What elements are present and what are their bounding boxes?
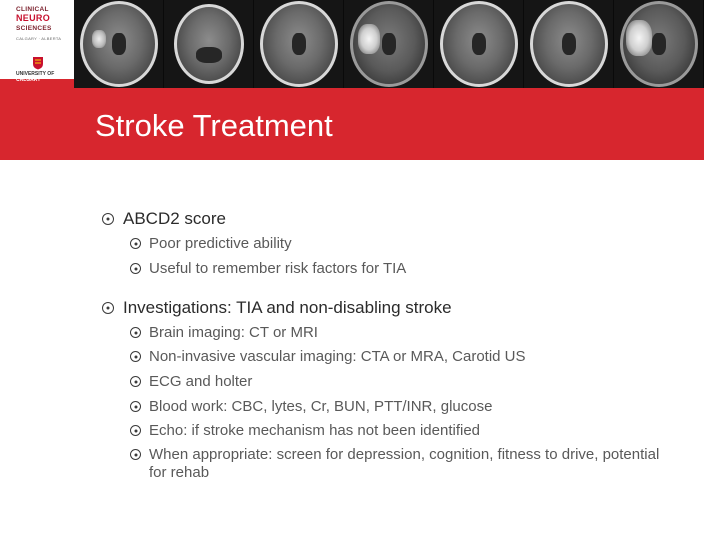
logo-line-clinical: CLINICAL bbox=[16, 6, 49, 13]
ct-scan-image bbox=[164, 0, 254, 88]
circled-dot-bullet-icon bbox=[130, 376, 141, 387]
bullet-text: Useful to remember risk factors for TIA bbox=[149, 260, 407, 277]
ct-scan-image bbox=[434, 0, 524, 88]
bullet-text: Echo: if stroke mechanism has not been identified bbox=[149, 422, 481, 439]
slide-right-margin bbox=[704, 0, 720, 540]
bullet-text: Non-invasive vascular imaging: CTA or MRA, Carotid US bbox=[149, 348, 526, 365]
circled-dot-bullet-icon bbox=[130, 449, 141, 460]
ct-scan-image bbox=[74, 0, 164, 88]
mri-scan-image bbox=[614, 0, 704, 88]
circled-dot-bullet-icon bbox=[130, 263, 141, 274]
circled-dot-bullet-icon bbox=[130, 351, 141, 362]
logo-line-sciences: SCIENCES bbox=[16, 25, 52, 32]
ct-scan-image bbox=[254, 0, 344, 88]
bullet-text: Brain imaging: CT or MRI bbox=[149, 324, 318, 341]
bullet-text: When appropriate: screen for depression, cognition, fitness to drive, potential for rehab bbox=[149, 446, 660, 481]
bullet-text: Investigations: TIA and non-disabling stroke bbox=[123, 298, 452, 317]
university-name-line1: UNIVERSITY OF bbox=[16, 71, 55, 77]
logo-line-neuro: NEURO bbox=[16, 13, 51, 23]
logo-line-location: CALGARY · ALBERTA bbox=[16, 36, 62, 41]
circled-dot-bullet-icon bbox=[130, 238, 141, 249]
bullet-text: ABCD2 score bbox=[123, 209, 226, 228]
bullet-text: ECG and holter bbox=[149, 373, 253, 390]
bullet-text: Blood work: CBC, lytes, Cr, BUN, PTT/INR, glucose bbox=[149, 398, 493, 415]
circled-dot-bullet-icon bbox=[130, 327, 141, 338]
circled-dot-bullet-icon bbox=[102, 302, 114, 314]
circled-dot-bullet-icon bbox=[130, 401, 141, 412]
bullet-text: Poor predictive ability bbox=[149, 235, 292, 252]
slide-title: Stroke Treatment bbox=[95, 108, 333, 143]
university-crest-icon bbox=[32, 56, 44, 70]
ct-scan-image bbox=[524, 0, 614, 88]
circled-dot-bullet-icon bbox=[102, 213, 114, 225]
brain-scan-strip bbox=[74, 0, 704, 88]
clinical-neurosciences-logo bbox=[0, 0, 74, 88]
mri-scan-image bbox=[344, 0, 434, 88]
university-name-line2: CALGARY bbox=[16, 77, 41, 83]
circled-dot-bullet-icon bbox=[130, 425, 141, 436]
